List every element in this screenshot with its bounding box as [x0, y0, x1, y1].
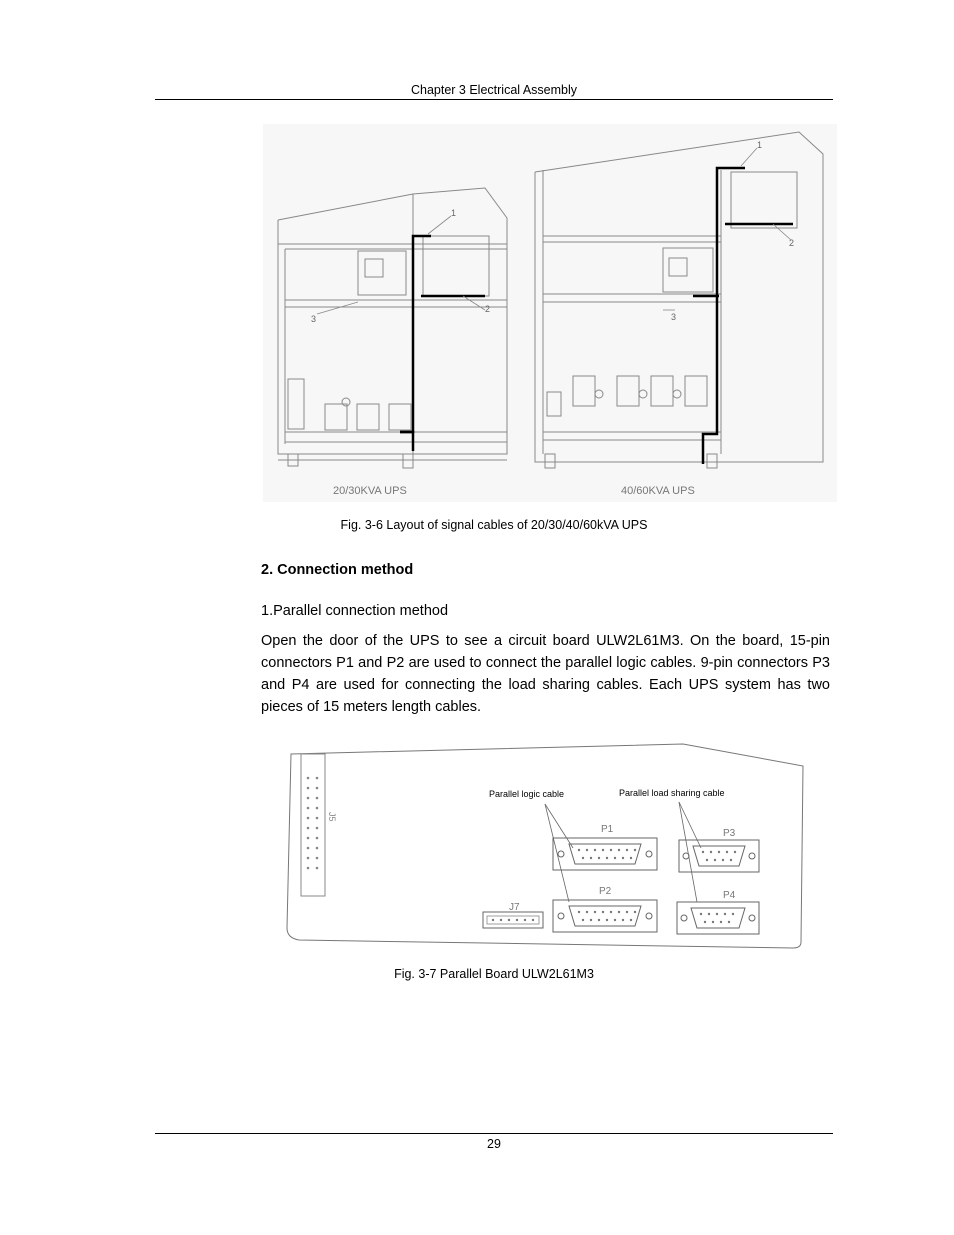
figure-3-7-caption: Fig. 3-7 Parallel Board ULW2L61M3 [394, 967, 594, 981]
figure-signal-cable-layout [263, 124, 837, 502]
label-j7: J7 [509, 902, 520, 913]
label-40-60kva-ups: 40/60KVA UPS [621, 485, 695, 497]
callout-2-left: 2 [485, 304, 491, 314]
label-p1: P1 [601, 824, 614, 835]
subsection-heading: 1.Parallel connection method [261, 603, 449, 619]
callout-1-left: 1 [451, 208, 457, 218]
running-header: Chapter 3 Electrical Assembly [410, 83, 578, 97]
label-p2: P2 [599, 886, 612, 897]
label-parallel-load-sharing-cable: Parallel load sharing cable [619, 788, 725, 798]
callout-3-right: 3 [671, 312, 677, 322]
section-heading: 2. Connection method [261, 562, 414, 578]
page-number: 29 [487, 1137, 501, 1151]
figure-parallel-board [283, 742, 806, 950]
label-p4: P4 [723, 890, 736, 901]
label-parallel-logic-cable: Parallel logic cable [489, 789, 565, 799]
callout-3-left: 3 [311, 314, 317, 324]
label-j5: J5 [327, 812, 337, 822]
callout-1-right: 1 [757, 140, 763, 150]
callout-2-right: 2 [789, 238, 795, 248]
label-p3: P3 [723, 828, 736, 839]
figure-3-6-caption: Fig. 3-6 Layout of signal cables of 20/30/40/60kVA UPS [340, 518, 648, 532]
body-paragraph: Open the door of the UPS to see a circuit board ULW2L61M3. On the board, 15-pin connectors P1 and P2 are used to connect the parallel logic cables. 9-pin connectors P3 and P4 are used for connecting the load sharing cables. Each UPS system has two pieces of 15 meters length cables. [261, 633, 830, 715]
footer-rule [155, 1133, 833, 1134]
header-rule [155, 99, 833, 100]
label-20-30kva-ups: 20/30KVA UPS [333, 485, 407, 497]
